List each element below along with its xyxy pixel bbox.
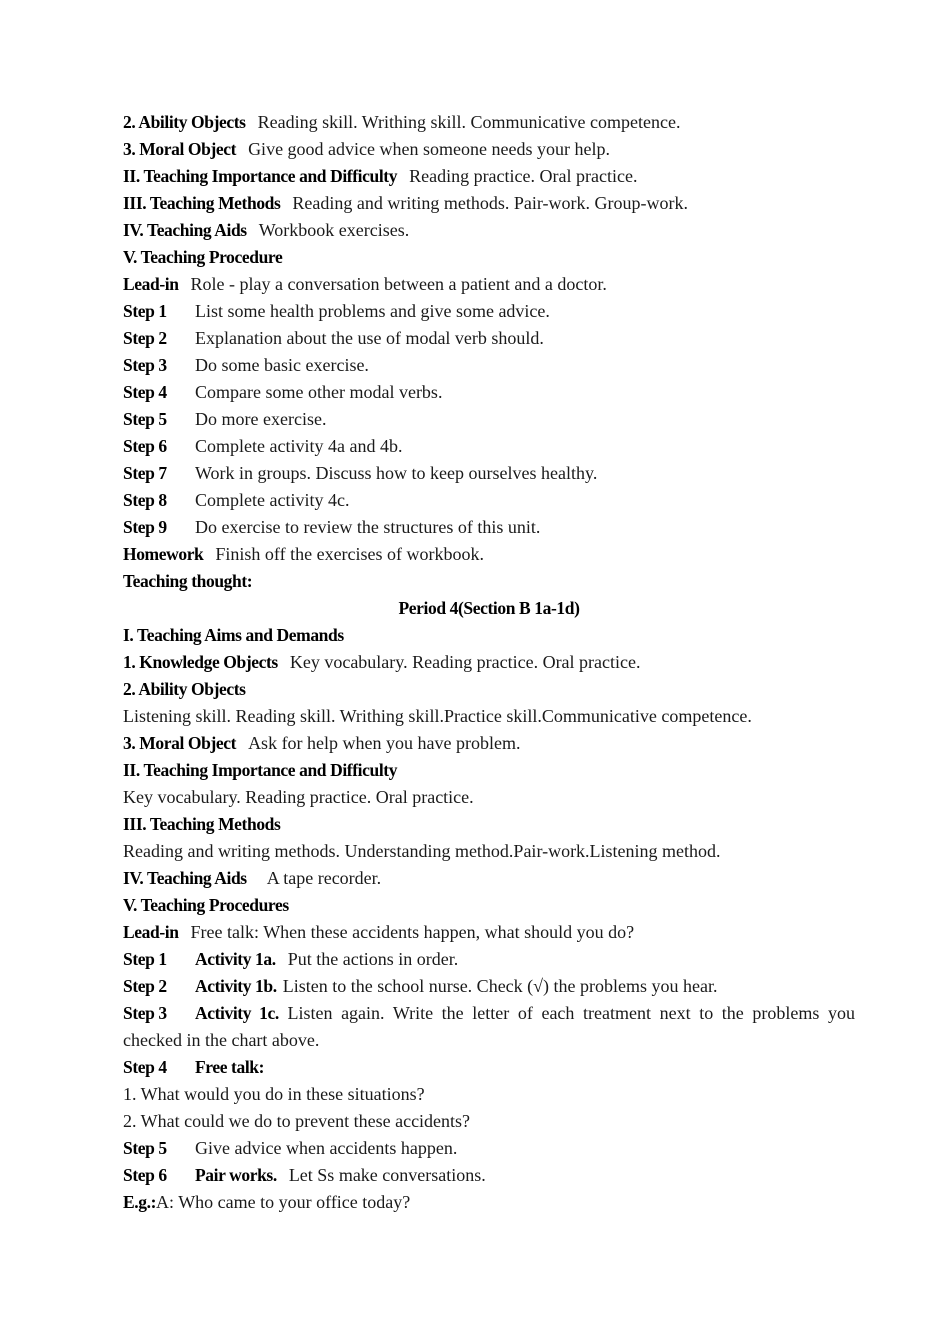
document-page [123,109,855,1216]
step-label: Step 9 [123,517,167,537]
step-line [123,460,855,487]
lead-in-heading-2: Lead-in [123,922,179,942]
moral-object-text-2: Ask for help when you have problem. [248,733,521,753]
aims-line [123,622,855,649]
step-label: Step 7 [123,463,167,483]
example-text: A: Who came to your office today? [156,1192,411,1212]
methods-text-line-2 [123,838,855,865]
step-line [123,1135,855,1162]
step-label: Step 4 [123,382,167,402]
question-text: 2. What could we do to prevent these accidents? [123,1111,471,1131]
step-line [123,1054,855,1081]
step-line [123,325,855,352]
homework-text: Finish off the exercises of workbook. [215,544,485,564]
step-line [123,352,855,379]
importance-line [123,163,855,190]
step-line [123,433,855,460]
step-line [123,406,855,433]
step-label: Step 6 [123,436,167,456]
step-text: List some health problems and give some advice. [195,301,550,321]
step-activity-heading: Activity 1c. [195,1003,279,1023]
lead-in-text-2: Free talk: When these accidents happen, what should you do? [190,922,635,942]
importance-text: Reading practice. Oral practice. [409,166,638,186]
aids-text: Workbook exercises. [258,220,410,240]
step-text: Listen to the school nurse. Check (√) the problems you hear. [282,976,718,996]
step-line [123,1162,855,1189]
moral-object-line [123,136,855,163]
importance-heading-2: II. Teaching Importance and Difficulty [123,760,398,780]
step-label: Step 1 [123,301,167,321]
step-activity-heading: Activity 1b. [195,976,277,996]
teaching-thought-line [123,568,855,595]
methods-text-2: Reading and writing methods. Understanding method.Pair-work.Listening method. [123,841,721,861]
methods-text: Reading and writing methods. Pair-work. Group-work. [292,193,688,213]
ability-objects-text-line-2 [123,703,855,730]
moral-object-heading-2: 3. Moral Object [123,733,237,753]
step-label: Step 8 [123,490,167,510]
period-title: Period 4(Section B 1a-1d) [398,598,580,618]
step-label: Step 5 [123,1138,167,1158]
aids-line-2 [123,865,855,892]
ability-objects-heading: 2. Ability Objects [123,112,246,132]
ability-objects-heading-2: 2. Ability Objects [123,679,246,699]
moral-object-heading: 3. Moral Object [123,139,237,159]
step-label: Step 4 [123,1057,167,1077]
step-label: Step 6 [123,1165,167,1185]
procedures-line [123,892,855,919]
example-heading: E.g.: [123,1192,157,1212]
lead-in-text: Role - play a conversation between a patient and a doctor. [190,274,607,294]
example-line [123,1189,855,1216]
methods-heading-2: III. Teaching Methods [123,814,281,834]
step-text: Work in groups. Discuss how to keep ourselves healthy. [195,463,598,483]
step-label: Step 3 [123,355,167,375]
step-line [123,298,855,325]
aims-heading: I. Teaching Aims and Demands [123,625,344,645]
knowledge-objects-heading: 1. Knowledge Objects [123,652,278,672]
step-text: Let Ss make conversations. [288,1165,486,1185]
teaching-thought-heading: Teaching thought: [123,571,253,591]
methods-line-2 [123,811,855,838]
step-text: Explanation about the use of modal verb should. [195,328,544,348]
step-text: Listen again. Write the letter of each treatment next to the problems you checked in the chart above. [123,1003,855,1050]
homework-heading: Homework [123,544,204,564]
question-text: 1. What would you do in these situations? [123,1084,425,1104]
aids-text-2: A tape recorder. [266,868,382,888]
step-line [123,973,855,1000]
period-title-line [123,595,855,622]
importance-text-2: Key vocabulary. Reading practice. Oral practice. [123,787,474,807]
step-label: Step 1 [123,949,167,969]
aids-line [123,217,855,244]
methods-heading: III. Teaching Methods [123,193,281,213]
moral-object-text: Give good advice when someone needs your help. [248,139,610,159]
step-text: Put the actions in order. [287,949,459,969]
knowledge-objects-line [123,649,855,676]
aids-heading: IV. Teaching Aids [123,220,247,240]
step-line [123,487,855,514]
procedure-line [123,244,855,271]
ability-objects-line-2 [123,676,855,703]
step-line [123,1000,855,1054]
moral-object-line-2 [123,730,855,757]
step-activity-heading: Free talk: [195,1057,265,1077]
homework-line [123,541,855,568]
step-text: Do some basic exercise. [195,355,369,375]
step-label: Step 2 [123,976,167,996]
step-label: Step 2 [123,328,167,348]
step-text: Do more exercise. [195,409,327,429]
step-text: Complete activity 4c. [195,490,350,510]
step-text: Do exercise to review the structures of this unit. [195,517,541,537]
aids-heading-2: IV. Teaching Aids [123,868,247,888]
step-activity-heading: Pair works. [195,1165,277,1185]
procedures-heading: V. Teaching Procedures [123,895,289,915]
importance-heading: II. Teaching Importance and Difficulty [123,166,398,186]
procedure-heading: V. Teaching Procedure [123,247,283,267]
step-text: Compare some other modal verbs. [195,382,443,402]
lead-in-line [123,271,855,298]
lead-in-heading: Lead-in [123,274,179,294]
importance-line-2 [123,757,855,784]
importance-text-line-2 [123,784,855,811]
ability-objects-line [123,109,855,136]
step-line [123,379,855,406]
ability-objects-text-2: Listening skill. Reading skill. Writhing skill.Practice skill.Communicative competence. [123,706,752,726]
step-text: Complete activity 4a and 4b. [195,436,403,456]
step-activity-heading: Activity 1a. [195,949,276,969]
step-label: Step 5 [123,409,167,429]
step-line [123,946,855,973]
lead-in-line-2 [123,919,855,946]
question-line [123,1081,855,1108]
question-line [123,1108,855,1135]
methods-line [123,190,855,217]
step-text: Give advice when accidents happen. [195,1138,458,1158]
ability-objects-text: Reading skill. Writhing skill. Communicative competence. [257,112,681,132]
step-label: Step 3 [123,1003,167,1023]
step-line [123,514,855,541]
knowledge-objects-text: Key vocabulary. Reading practice. Oral practice. [289,652,641,672]
